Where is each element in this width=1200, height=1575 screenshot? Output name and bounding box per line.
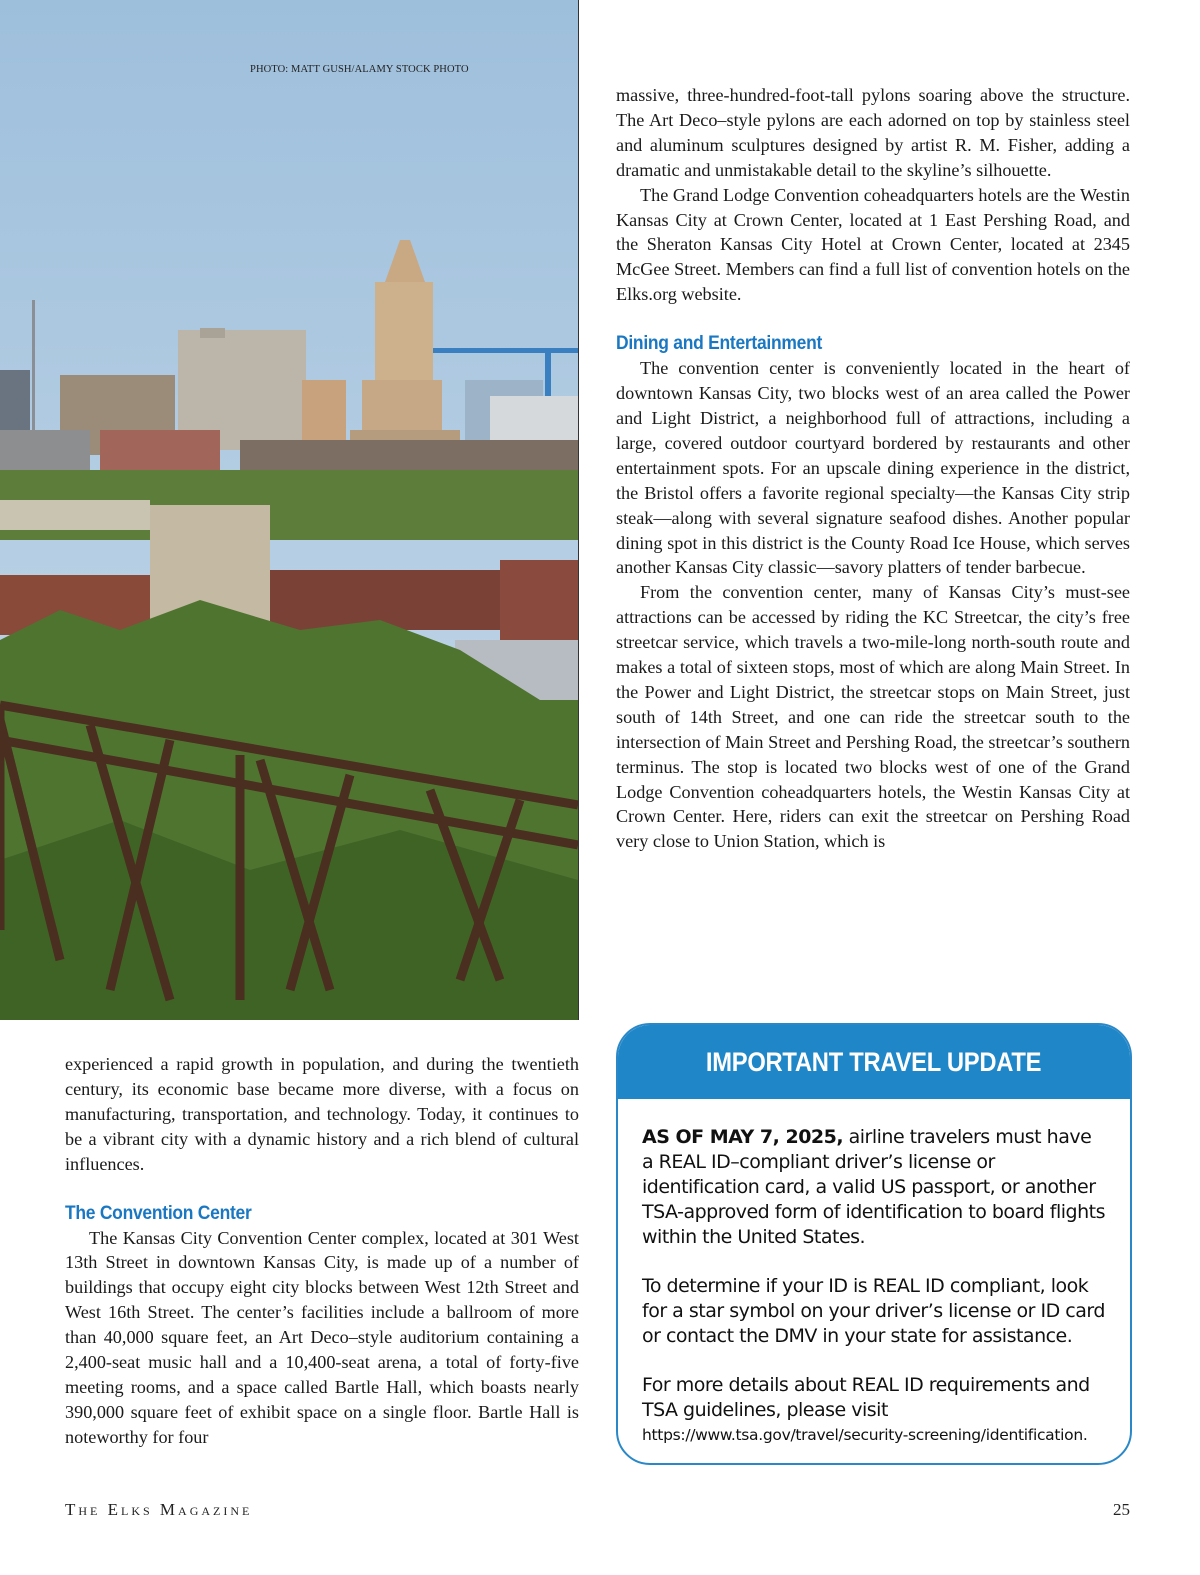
kansas-city-skyline-illustration: [0, 0, 578, 1020]
more-details-text: [642, 1373, 1106, 1448]
hotels-paragraph: The Grand Lodge Convention coheadquarters hotels are the Westin Kansas City at Crown Center, located at 1 East Pershing Road, and the Sheraton Kansas City Hotel at Crown Center, located at 2345 McGee Street. Members can find a full list of convention hotels on the Elks.org website.: [616, 184, 1130, 305]
more-details-label: For more details about REAL ID requirements and TSA guidelines, please visit: [642, 1374, 1090, 1421]
left-column: [65, 1052, 579, 1450]
compliance-check-text: To determine if your ID is REAL ID compliant, look for a star symbol on your driver’s license or ID card or contact the DMV in your state for assistance.: [642, 1275, 1105, 1347]
limestone-bluff: [0, 500, 150, 530]
travel-update-header: [618, 1025, 1130, 1099]
dining-heading: Dining and Entertainment: [616, 333, 823, 355]
magazine-title: The Elks Magazine: [65, 1500, 253, 1519]
convention-center-paragraph: The Kansas City Convention Center complex, located at 301 West 13th Street in downtown Kansas City, is made up of a number of buildings that occupy eight city blocks between West 12th Street and West 16th Street. The center’s facilities include a ballroom of more than 40,000 square feet, an Art Deco–style auditorium containing a 2,400-seat music hall and a 10,400-seat arena, a total of forty-five meeting rooms, and a space called Bartle Hall, which boasts nearly 390,000 square feet of exhibit space on a single floor. Bartle Hall is noteworthy for four: [65, 1227, 579, 1447]
real-id-requirement: [642, 1125, 1106, 1250]
right-column: [616, 83, 1130, 854]
dining-paragraph: The convention center is conveniently located in the heart of downtown Kansas City, two blocks west of an area called the Power and Light District, a neighborhood full of attractions, including a large, covered outdoor courtyard bordered by restaurants and other entertainment spots. For an upscale dining experience in the district, the Bristol offers a favorite regional specialty—the Kansas City strip steak—along with several signature seafood dishes. Another popular dining spot in this district is the County Road Ice House, which serves another Kansas City classic—savory platters of tender barbecue.: [616, 358, 1130, 578]
travel-update-title: IMPORTANT TRAVEL UPDATE: [706, 1046, 1042, 1077]
effective-date: AS OF MAY 7, 2025,: [642, 1126, 844, 1148]
requirement-text: airline travelers must have a REAL ID–compliant driver’s license or identification card, a valid US passport, or another TSA-approved form of identification to board flights within the United States.: [642, 1126, 1105, 1248]
history-paragraph: experienced a rapid growth in population, and during the twentieth century, its economic base became more diverse, with a focus on manufacturing, transportation, and technology. Today, it continues to be a vibrant city with a dynamic history and a rich blend of cultural influences.: [65, 1054, 579, 1174]
skyline-photo: [0, 0, 579, 1020]
tsa-url-link[interactable]: https://www.tsa.gov/travel/security-screening/identification.: [642, 1426, 1088, 1444]
pylons-paragraph: massive, three-hundred-foot-tall pylons soaring above the structure. The Art Deco–style pylons are each adorned on top by stainless steel and aluminum sculptures designed by artist R. M. Fisher, adding a dramatic and unmistakable detail to the skyline’s silhouette.: [616, 85, 1130, 180]
travel-update-box: [616, 1023, 1132, 1465]
photo-credit: PHOTO: MATT GUSH/ALAMY STOCK PHOTO: [250, 64, 469, 75]
streetcar-paragraph: From the convention center, many of Kansas City’s must-see attractions can be accessed by riding the KC Streetcar, the city’s free streetcar service, which travels a two-mile-long north-south route and makes a total of sixteen stops, most of which are along Main Street. In the Power and Light District, the streetcar stops on Main Street, just south of 14th Street, and one can ride the streetcar south to the intersection of Main Street and Pershing Road, the streetcar’s southern terminus. The stop is located two blocks west of one of the Grand Lodge Convention coheadquarters hotels, the Westin Kansas City at Crown Center. Here, riders can exit the streetcar on Pershing Road very close to Union Station, which is: [616, 582, 1130, 852]
page-number: 25: [1113, 1500, 1130, 1519]
convention-center-heading: The Convention Center: [65, 1202, 252, 1224]
radio-tower: [32, 300, 35, 430]
travel-update-body: [618, 1099, 1130, 1448]
